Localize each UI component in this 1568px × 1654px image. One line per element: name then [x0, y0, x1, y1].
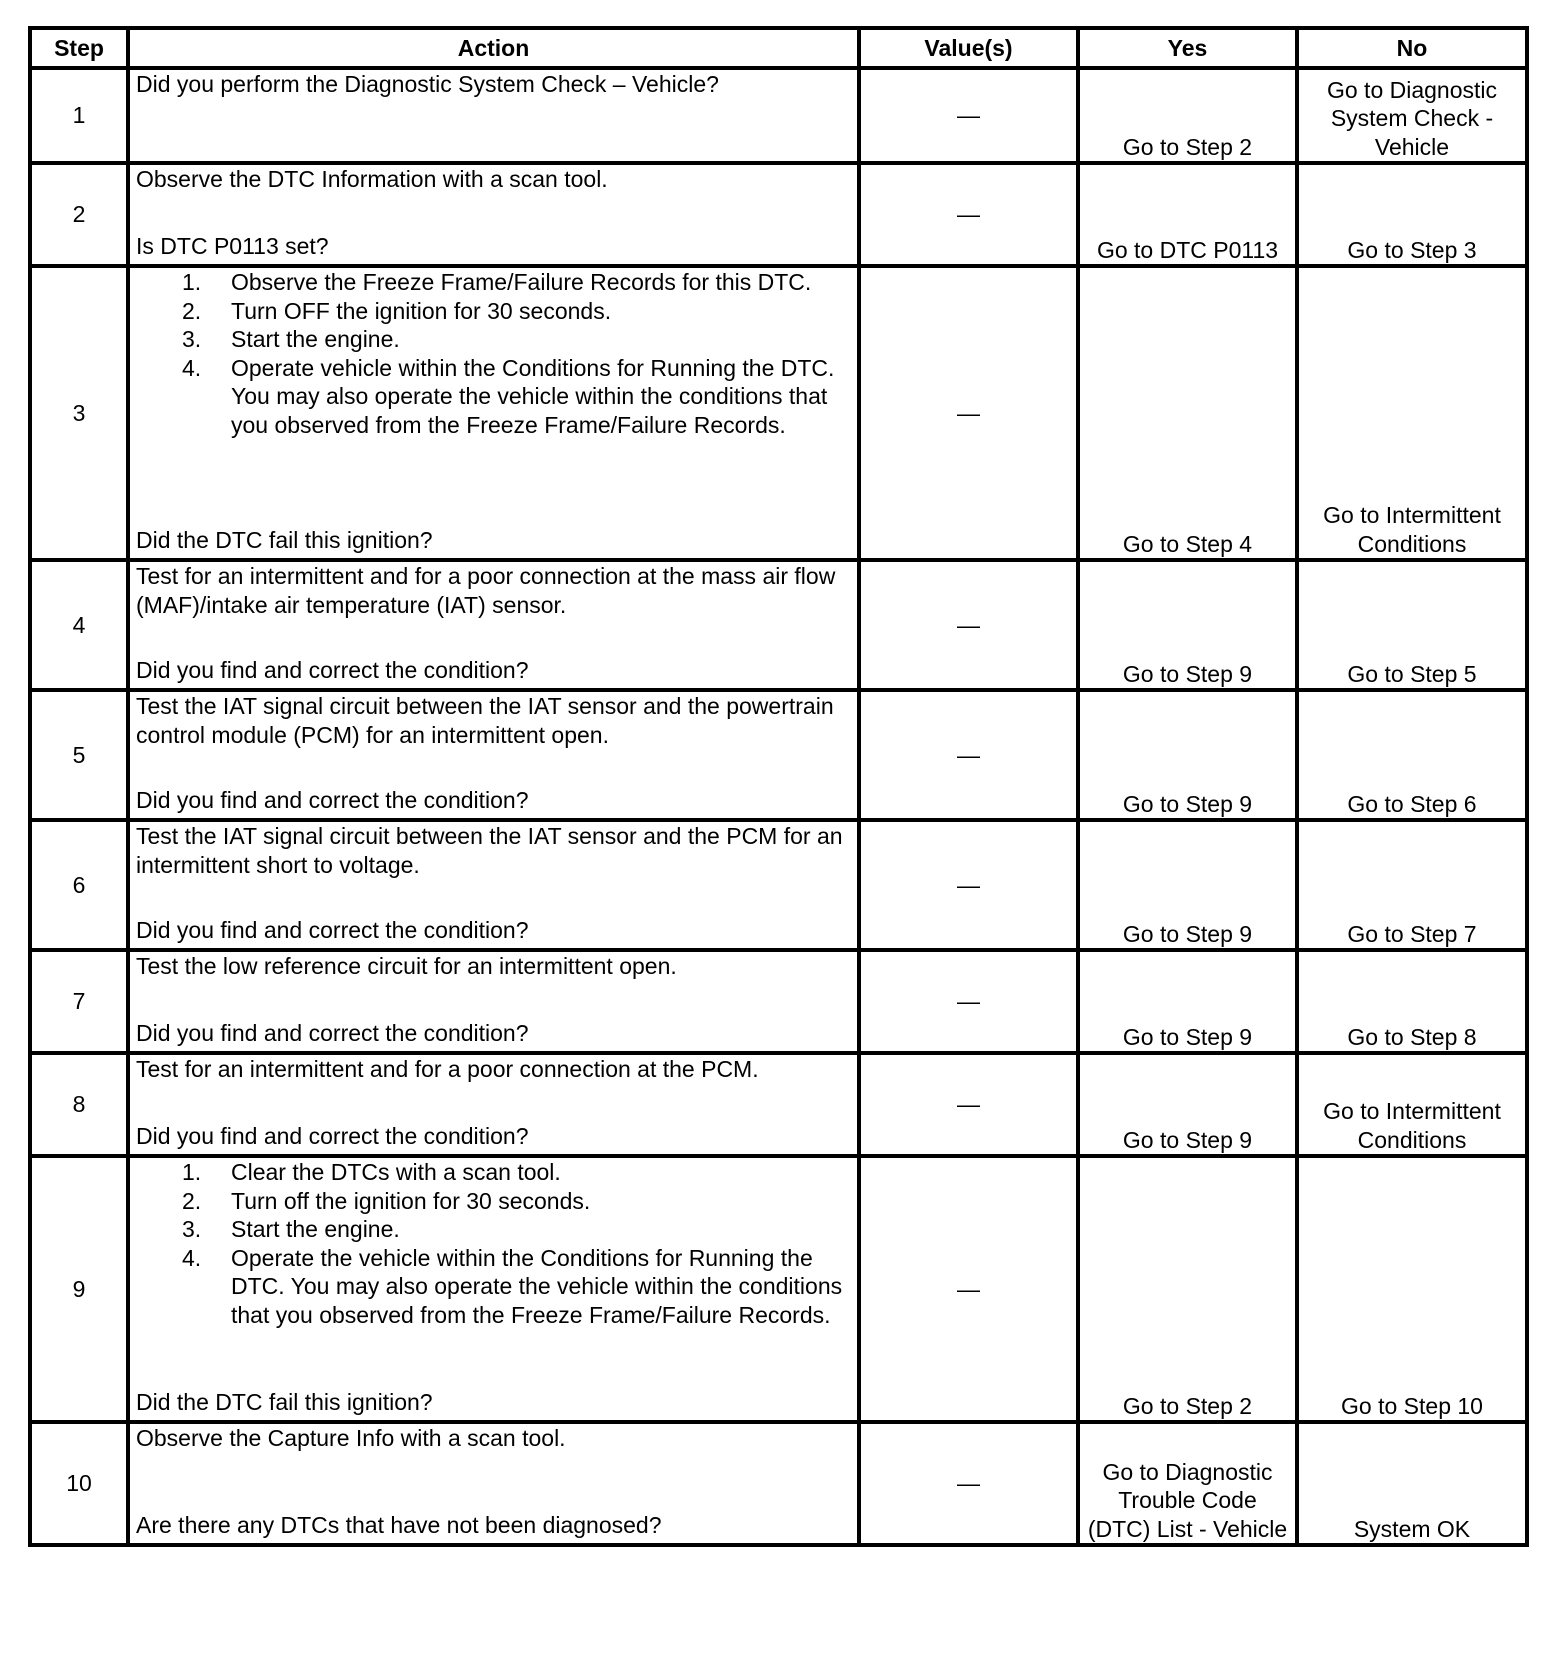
yes-cell: Go to Step 4	[1078, 266, 1297, 560]
action-cell	[128, 1053, 859, 1156]
action-main	[136, 1158, 851, 1329]
table-row	[30, 690, 1527, 820]
action-text: Observe the DTC Information with a scan tool.	[136, 166, 608, 192]
action-question: Did you find and correct the condition?	[136, 1019, 529, 1046]
action-cell	[128, 690, 859, 820]
action-text: Test the low reference circuit for an intermittent open.	[136, 953, 677, 979]
action-cell	[128, 950, 859, 1053]
value-cell: —	[859, 68, 1078, 163]
action-cell	[128, 1156, 859, 1422]
step-number: 3	[30, 266, 128, 560]
procedure-list	[136, 1158, 851, 1329]
action-content	[136, 268, 851, 554]
table-row	[30, 820, 1527, 950]
list-item-text: Operate vehicle within the Conditions for Running the DTC. You may also operate the vehicle within the conditions that you observed from the Freeze Frame/Failure Records.	[231, 354, 835, 438]
list-item	[182, 1187, 851, 1216]
header-row	[30, 28, 1527, 68]
list-item-number: 2.	[182, 297, 202, 324]
value-cell: —	[859, 1422, 1078, 1545]
value-cell: —	[859, 1156, 1078, 1422]
header-step: Step	[30, 28, 128, 68]
value-cell: —	[859, 266, 1078, 560]
no-cell: Go to Step 3	[1297, 163, 1527, 266]
action-content	[136, 1055, 851, 1150]
no-cell: Go to Step 6	[1297, 690, 1527, 820]
action-question: Is DTC P0113 set?	[136, 232, 329, 259]
action-question: Did the DTC fail this ignition?	[136, 1388, 433, 1415]
step-number: 5	[30, 690, 128, 820]
action-question: Did the DTC fail this ignition?	[136, 526, 433, 553]
step-number: 4	[30, 560, 128, 690]
step-number: 6	[30, 820, 128, 950]
list-item	[182, 268, 851, 297]
action-content	[136, 562, 851, 684]
step-number: 8	[30, 1053, 128, 1156]
list-item-number: 4.	[182, 354, 202, 381]
no-cell: Go to Intermittent Conditions	[1297, 1053, 1527, 1156]
no-cell: Go to Step 5	[1297, 560, 1527, 690]
no-cell: Go to Diagnostic System Check - Vehicle	[1297, 68, 1527, 163]
list-item	[182, 1158, 851, 1187]
list-item-number: 1.	[182, 269, 202, 295]
yes-cell: Go to DTC P0113	[1078, 163, 1297, 266]
action-text: Did you perform the Diagnostic System Check – Vehicle?	[136, 71, 719, 97]
action-content	[136, 822, 851, 944]
list-item-text: Start the engine.	[231, 326, 400, 352]
table-row	[30, 1053, 1527, 1156]
no-cell: Go to Step 8	[1297, 950, 1527, 1053]
value-cell: —	[859, 820, 1078, 950]
list-item	[182, 354, 851, 440]
table-row	[30, 266, 1527, 560]
value-cell: —	[859, 1053, 1078, 1156]
action-content	[136, 692, 851, 814]
list-item	[182, 1215, 851, 1244]
list-item-number: 3.	[182, 1216, 202, 1242]
action-cell	[128, 1422, 859, 1545]
list-item-text: Observe the Freeze Frame/Failure Records for this DTC.	[231, 269, 812, 295]
table-body	[30, 68, 1527, 1545]
action-main	[136, 1055, 851, 1084]
action-text: Test for an intermittent and for a poor connection at the mass air flow (MAF)/intake air temperature (IAT) sensor.	[136, 563, 836, 618]
list-item-number: 2.	[182, 1187, 202, 1214]
list-item-text: Clear the DTCs with a scan tool.	[231, 1159, 561, 1185]
table-row	[30, 68, 1527, 163]
action-text: Test for an intermittent and for a poor connection at the PCM.	[136, 1056, 759, 1082]
action-cell	[128, 820, 859, 950]
yes-cell: Go to Step 9	[1078, 560, 1297, 690]
step-number: 7	[30, 950, 128, 1053]
action-question: Did you find and correct the condition?	[136, 1122, 529, 1149]
action-content	[136, 952, 851, 1047]
no-cell: Go to Intermittent Conditions	[1297, 266, 1527, 560]
action-question: Did you find and correct the condition?	[136, 916, 529, 943]
step-number: 2	[30, 163, 128, 266]
action-text: Test the IAT signal circuit between the IAT sensor and the powertrain control module (PCM) for an intermittent open.	[136, 693, 834, 748]
list-item-number: 4.	[182, 1244, 202, 1271]
diagnostic-table	[28, 26, 1529, 1547]
list-item-text: Operate the vehicle within the Conditions for Running the DTC. You may also operate the vehicle within the conditions that you observed from the Freeze Frame/Failure Records.	[231, 1244, 843, 1328]
yes-cell: Go to Step 2	[1078, 68, 1297, 163]
header-action: Action	[128, 28, 859, 68]
no-cell: Go to Step 10	[1297, 1156, 1527, 1422]
action-question: Are there any DTCs that have not been diagnosed?	[136, 1511, 662, 1538]
list-item-number: 1.	[182, 1159, 202, 1185]
action-main	[136, 822, 851, 879]
action-content	[136, 1424, 851, 1539]
action-main	[136, 562, 851, 619]
value-cell: —	[859, 560, 1078, 690]
action-cell	[128, 560, 859, 690]
table-row	[30, 163, 1527, 266]
step-number: 10	[30, 1422, 128, 1545]
yes-cell: Go to Step 9	[1078, 820, 1297, 950]
yes-cell: Go to Step 9	[1078, 690, 1297, 820]
action-content	[136, 70, 851, 157]
action-main	[136, 952, 851, 981]
action-content	[136, 165, 851, 260]
table-row	[30, 1156, 1527, 1422]
list-item-text: Start the engine.	[231, 1216, 400, 1242]
action-cell	[128, 266, 859, 560]
list-item	[182, 325, 851, 354]
yes-cell: Go to Diagnostic Trouble Code (DTC) List - Vehicle	[1078, 1422, 1297, 1545]
action-main	[136, 692, 851, 749]
action-question: Did you find and correct the condition?	[136, 786, 529, 813]
yes-cell: Go to Step 9	[1078, 950, 1297, 1053]
list-item	[182, 297, 851, 326]
procedure-list	[136, 268, 851, 439]
yes-cell: Go to Step 2	[1078, 1156, 1297, 1422]
step-number: 9	[30, 1156, 128, 1422]
list-item-number: 3.	[182, 326, 202, 352]
action-text: Test the IAT signal circuit between the IAT sensor and the PCM for an intermittent short to voltage.	[136, 823, 843, 878]
no-cell: Go to Step 7	[1297, 820, 1527, 950]
header-yes: Yes	[1078, 28, 1297, 68]
header-no: No	[1297, 28, 1527, 68]
action-main	[136, 1424, 851, 1453]
table-row	[30, 560, 1527, 690]
step-number: 1	[30, 68, 128, 163]
value-cell: —	[859, 690, 1078, 820]
list-item-text: Turn off the ignition for 30 seconds.	[231, 1187, 591, 1214]
value-cell: —	[859, 950, 1078, 1053]
action-main	[136, 70, 851, 99]
action-cell	[128, 68, 859, 163]
action-text: Observe the Capture Info with a scan tool.	[136, 1425, 566, 1451]
header-values: Value(s)	[859, 28, 1078, 68]
action-main	[136, 268, 851, 439]
action-question: Did you find and correct the condition?	[136, 656, 529, 683]
yes-cell: Go to Step 9	[1078, 1053, 1297, 1156]
value-cell: —	[859, 163, 1078, 266]
action-cell	[128, 163, 859, 266]
list-item	[182, 1244, 851, 1330]
no-cell: System OK	[1297, 1422, 1527, 1545]
action-main	[136, 165, 851, 194]
table-row	[30, 950, 1527, 1053]
action-content	[136, 1158, 851, 1416]
list-item-text: Turn OFF the ignition for 30 seconds.	[231, 297, 612, 324]
table-row	[30, 1422, 1527, 1545]
